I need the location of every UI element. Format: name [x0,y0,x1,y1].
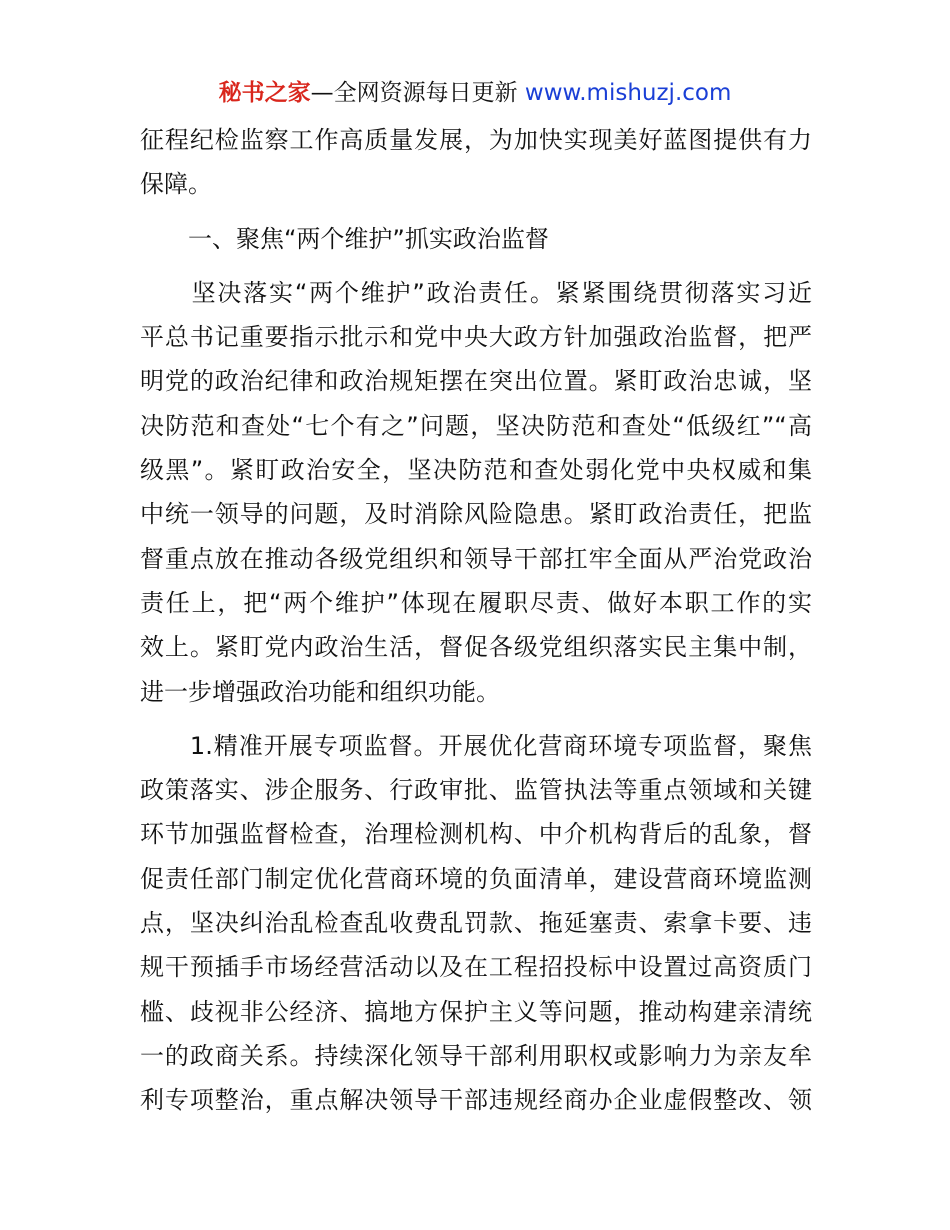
paragraph-special-supervision [140,724,812,1123]
text-line: 平总书记重要指示批示和党中央大政方针加强政治监督，把严 [140,323,812,352]
text-line: 征程纪检监察工作高质量发展，为加快实现美好蓝图提供有力 [140,126,812,154]
text-line: 明党的政治纪律和政治规矩摆在突出位置。紧盯政治忠诚，坚 [140,367,812,396]
text-line: 1.精准开展专项监督。开展优化营商环境专项监督，聚焦 [140,731,812,760]
text-line: 一的政商关系。持续深化领导干部利用职权或影响力为亲友牟 [140,1041,812,1070]
site-link[interactable]: www.mishuzj.com [524,80,732,106]
text-line: 级黑”。紧盯政治安全，坚决防范和查处弱化党中央权威和集 [140,456,812,485]
text-line: 规干预插手市场经营活动以及在工程招投标中设置过高资质门 [140,953,812,982]
text-line: 促责任部门制定优化营商环境的负面清单，建设营商环境监测 [140,864,812,893]
text-line: 进一步增强政治功能和组织功能。 [140,677,500,706]
paragraph-intro [140,118,812,207]
text-line: 环节加强监督检查，治理检测机构、中介机构背后的乱象，督 [140,820,812,849]
section-heading [140,217,812,261]
text-line: 决防范和查处“七个有之”问题，坚决防范和查处“低级红”“高 [140,411,812,440]
text-line: 中统一领导的问题，及时消除风险隐患。紧盯政治责任，把监 [140,500,812,529]
page-header [0,76,950,110]
text-line: 责任上，把“两个维护”体现在履职尽责、做好本职工作的实 [140,588,812,617]
text-line: 保障。 [140,170,212,199]
text-line: 槛、歧视非公经济、搞地方保护主义等问题，推动构建亲清统 [140,997,812,1026]
brand-name: 秘书之家 [218,80,311,106]
text-line: 效上。紧盯党内政治生活，督促各级党组织落实民主集中制， [140,633,812,662]
text-line: 督重点放在推动各级党组织和领导干部扛牢全面从严治党政治 [140,544,812,573]
paragraph-political-responsibility [140,271,812,714]
document-body [140,118,812,1123]
heading-line: 一、聚焦“两个维护”抓实政治监督 [140,224,549,253]
text-line: 利专项整治，重点解决领导干部违规经商办企业虚假整改、领 [140,1086,812,1115]
text-line: 坚决落实“两个维护”政治责任。紧紧围绕贯彻落实习近 [140,278,812,307]
text-line: 政策落实、涉企服务、行政审批、监管执法等重点领域和关键 [140,776,812,805]
header-tagline: —全网资源每日更新 [310,80,518,106]
text-line: 点，坚决纠治乱检查乱收费乱罚款、拖延塞责、索拿卡要、违 [140,909,812,938]
